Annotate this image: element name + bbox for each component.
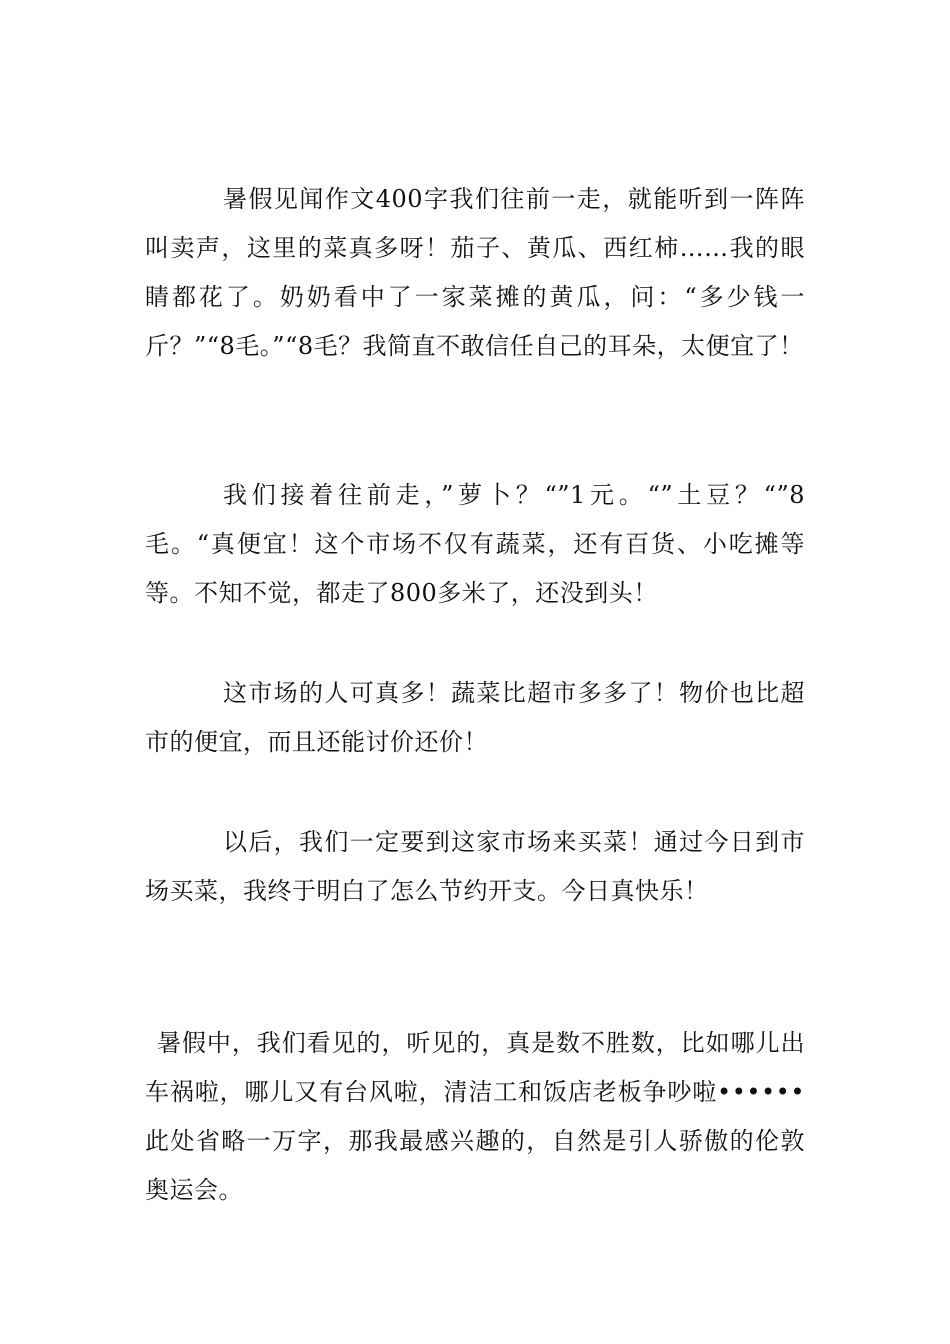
paragraph-5: 暑假中，我们看见的，听见的，真是数不胜数，比如哪儿出车祸啦，哪儿又有台风啦，清洁工和饭店老板争吵啦••••••此处省略一万字，那我最感兴趣的，自然是引人骄傲的伦敦奥运会。	[145, 1029, 805, 1204]
paragraph-4: 以后，我们一定要到这家市场来买菜！通过今日到市场买菜，我终于明白了怎么节约开支。今日真快乐！	[145, 828, 805, 905]
paragraph-3: 这市场的人可真多！蔬菜比超市多多了！物价也比超市的便宜，而且还能讨价还价！	[145, 679, 805, 756]
paragraph-1: 暑假见闻作文400字我们往前一走，就能听到一阵阵叫卖声，这里的菜真多呀！茄子、黄瓜、西红柿……我的眼睛都花了。奶奶看中了一家菜摊的黄瓜，问：“多少钱一斤？”“8毛。”“8毛？我简直不敢信任自己的耳朵，太便宜了！	[145, 185, 805, 360]
paragraph-2: 我们接着往前走，”萝卜？“”1元。“”土豆？“”8毛。“真便宜！这个市场不仅有蔬菜，还有百货、小吃摊等等。不知不觉，都走了800多米了，还没到头！	[145, 481, 805, 607]
